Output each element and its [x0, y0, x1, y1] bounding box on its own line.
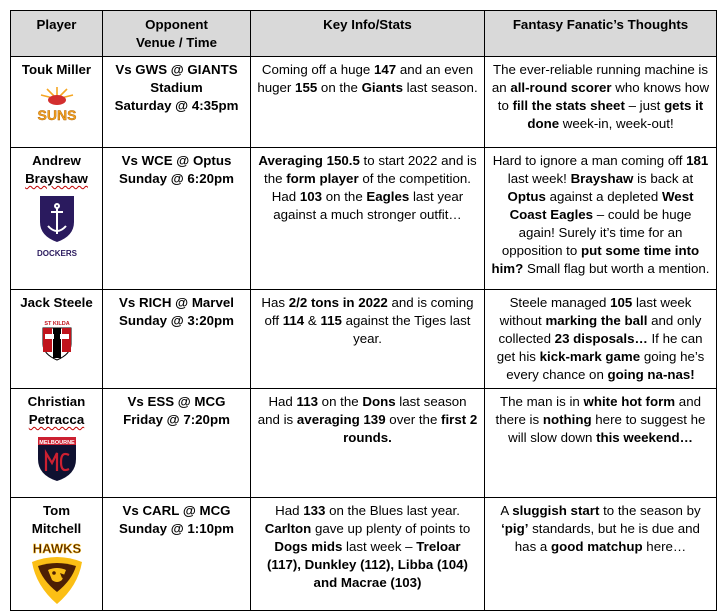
thoughts-cell: [485, 498, 717, 611]
player-last-name: Brayshaw: [25, 171, 88, 186]
logo-text: SUNS: [37, 107, 76, 123]
key-info-cell: [251, 57, 485, 148]
venue-line: Stadium: [150, 80, 203, 95]
header-opponent: [103, 11, 251, 57]
text-run: &: [304, 313, 321, 328]
logo-text: ST KILDA: [43, 321, 70, 327]
bold-text-run: Averaging 150.5: [258, 153, 360, 168]
bold-text-run: 133: [303, 503, 326, 518]
text-run: standards, but he is due and has a: [514, 521, 700, 554]
text-run: last week!: [507, 171, 571, 186]
text-run: to the season by: [599, 503, 701, 518]
player-cell: [11, 389, 103, 498]
text-run: The ever-reliable running machine is an: [491, 62, 709, 95]
text-run: here to suggest he will slow down: [508, 412, 706, 445]
text-run: If he can get his: [496, 331, 703, 364]
opponent-cell: [103, 389, 251, 498]
bold-text-run: nothing: [542, 412, 592, 427]
text-run: – could be huge again! Surely it’s time for an opposition to: [501, 207, 692, 258]
text-run: and only collected: [498, 313, 702, 346]
logo-text: HAWKS: [32, 541, 81, 556]
text-run: gave up plenty of points to: [311, 521, 471, 536]
header-opponent-line1: Opponent: [145, 17, 208, 32]
thoughts-cell: [485, 290, 717, 389]
key-info-cell: [251, 290, 485, 389]
text-run: last week –: [342, 539, 417, 554]
table-row: [11, 389, 717, 498]
bold-text-run: 147: [374, 62, 397, 77]
bold-text-run: form player: [286, 171, 359, 186]
table-row: [11, 148, 717, 290]
bold-text-run: 181: [686, 153, 709, 168]
key-info-cell: [251, 498, 485, 611]
opponent-cell: [103, 290, 251, 389]
bold-text-run: averaging 139: [296, 412, 386, 427]
text-run: against the Tiges last year.: [341, 313, 471, 346]
bold-text-run: Treloar (117), Dunkley (112), Libba (104) and Macrae (103): [266, 539, 468, 590]
text-run: on the: [317, 394, 363, 409]
text-run: on the: [317, 80, 362, 95]
bold-text-run: Giants: [361, 80, 403, 95]
text-run: and an even huger: [257, 62, 474, 95]
bold-text-run: Carlton: [264, 521, 312, 536]
text-run: and is coming off: [264, 295, 474, 328]
bold-text-run: 2/2 tons in 2022: [288, 295, 388, 310]
player-first-name: Andrew: [32, 153, 81, 168]
time-line: Saturday @ 4:35pm: [114, 98, 239, 113]
bold-text-run: Dogs mids: [274, 539, 343, 554]
opponent-line: Vs ESS @ MCG: [127, 394, 226, 409]
player-name: Jack Steele: [20, 295, 93, 310]
bold-text-run: going na-nas!: [607, 367, 695, 382]
header-row: [11, 11, 717, 57]
time-line: Friday @ 7:20pm: [123, 412, 230, 427]
player-first-name: Christian: [27, 394, 86, 409]
st-kilda-saints-logo: [38, 318, 76, 362]
bold-text-run: sluggish start: [512, 503, 600, 518]
fantasy-picks-table: [10, 10, 717, 611]
text-run: going he’s every chance on: [506, 349, 705, 382]
text-run: – just: [624, 98, 665, 113]
bold-text-run: West Coast Eagles: [509, 189, 694, 222]
text-run: on the Blues last year.: [325, 503, 460, 518]
text-run: Had: [268, 394, 297, 409]
bold-text-run: Brayshaw: [570, 171, 634, 186]
key-info-cell: [251, 148, 485, 290]
text-run: over the: [385, 412, 442, 427]
time-line: Sunday @ 3:20pm: [119, 313, 234, 328]
bold-text-run: all-round scorer: [510, 80, 612, 95]
player-last-name: Petracca: [28, 412, 85, 427]
melbourne-demons-logo: [34, 435, 80, 483]
header-player: Player: [11, 11, 103, 57]
opponent-line: Vs CARL @ MCG: [122, 503, 231, 518]
player-last-name: Mitchell: [31, 521, 82, 536]
bold-text-run: ‘pig’: [501, 521, 529, 536]
text-run: against a depleted: [545, 189, 662, 204]
table-row: [11, 57, 717, 148]
opponent-line: Vs GWS @ GIANTS: [115, 62, 238, 77]
text-run: Hard to ignore a man coming off: [492, 153, 687, 168]
gold-coast-suns-logo: [29, 85, 85, 125]
player-name: Touk Miller: [21, 62, 92, 77]
time-line: Sunday @ 6:20pm: [119, 171, 234, 186]
bold-text-run: 155: [295, 80, 318, 95]
text-run: Steele managed: [509, 295, 611, 310]
player-cell: [11, 290, 103, 389]
text-run: to start 2022 and is the: [264, 153, 477, 186]
bold-text-run: this weekend…: [596, 430, 693, 445]
opponent-line: Vs RICH @ Marvel: [119, 295, 234, 310]
bold-text-run: marking the ball: [545, 313, 648, 328]
text-run: week-in, week-out!: [559, 116, 674, 131]
player-cell: [11, 498, 103, 611]
text-run: is back at: [633, 171, 694, 186]
bold-text-run: gets it done: [527, 98, 704, 131]
text-run: Small flag but worth a mention.: [523, 261, 710, 276]
key-info-cell: [251, 389, 485, 498]
bold-text-run: good matchup: [551, 539, 643, 554]
text-run: on the: [322, 189, 367, 204]
text-run: and there is: [495, 394, 701, 427]
bold-text-run: kick-mark game: [539, 349, 641, 364]
bold-text-run: Dons: [362, 394, 396, 409]
text-run: last season.: [402, 80, 478, 95]
table-row: [11, 498, 717, 611]
player-cell: [11, 57, 103, 148]
text-run: Had: [275, 503, 304, 518]
player-cell: [11, 148, 103, 290]
bold-text-run: fill the stats sheet: [512, 98, 625, 113]
bold-text-run: 115: [320, 313, 342, 328]
text-run: who knows how to: [497, 80, 710, 113]
bold-text-run: put some time into him?: [491, 243, 700, 276]
text-run: Coming off a huge: [261, 62, 375, 77]
logo-text: DOCKERS: [36, 249, 77, 258]
bold-text-run: 113: [296, 394, 318, 409]
thoughts-cell: [485, 148, 717, 290]
bold-text-run: Optus: [507, 189, 546, 204]
text-run: last week without: [499, 295, 692, 328]
thoughts-cell: [485, 57, 717, 148]
text-run: last season and is: [257, 394, 467, 427]
bold-text-run: 114: [282, 313, 305, 328]
text-run: last year against a much stronger outfit…: [273, 189, 464, 222]
opponent-line: Vs WCE @ Optus: [121, 153, 232, 168]
text-run: The man is in: [500, 394, 584, 409]
bold-text-run: 103: [299, 189, 323, 204]
table-row: [11, 290, 717, 389]
bold-text-run: 105: [610, 295, 633, 310]
text-run: of the competition. Had: [271, 171, 471, 204]
text-run: A: [500, 503, 513, 518]
opponent-cell: [103, 148, 251, 290]
time-line: Sunday @ 1:10pm: [119, 521, 234, 536]
header-key-info: Key Info/Stats: [251, 11, 485, 57]
bold-text-run: Eagles: [366, 189, 410, 204]
text-run: Has: [261, 295, 289, 310]
bold-text-run: white hot form: [583, 394, 676, 409]
text-run: here…: [642, 539, 687, 554]
opponent-cell: [103, 498, 251, 611]
fremantle-dockers-logo: [34, 194, 80, 258]
hawthorn-hawks-logo: [24, 540, 90, 606]
player-first-name: Tom: [42, 503, 71, 518]
bold-text-run: 23 disposals…: [554, 331, 648, 346]
bold-text-run: first 2 rounds.: [343, 412, 478, 445]
opponent-cell: [103, 57, 251, 148]
logo-text: MELBOURNE: [38, 440, 75, 446]
header-thoughts: Fantasy Fanatic’s Thoughts: [485, 11, 717, 57]
thoughts-cell: [485, 389, 717, 498]
header-opponent-line2: Venue / Time: [135, 35, 218, 50]
